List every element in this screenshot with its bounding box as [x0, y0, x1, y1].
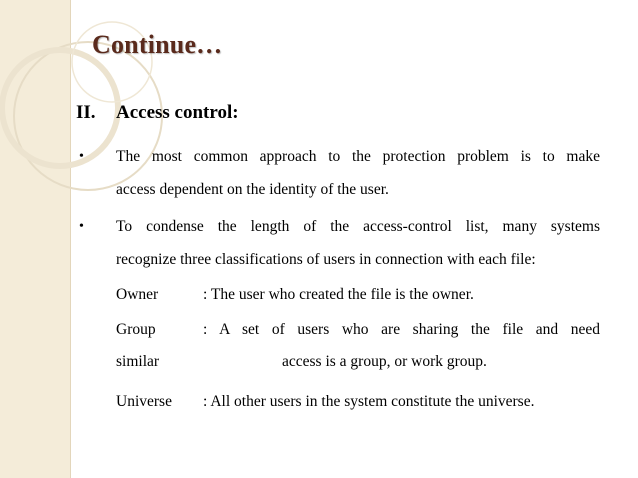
bullet-1-line-2: access dependent on the identity of the user.	[116, 181, 389, 198]
slide-title: Continue…	[92, 30, 223, 59]
bullet-1-text	[116, 140, 600, 206]
owner-label: Owner	[116, 286, 159, 303]
owner-description: : The user who created the file is the owner.	[203, 286, 474, 303]
left-decorative-band	[0, 0, 70, 478]
bullet-2-line-1: To condense the length of the access-control list, many systems	[116, 218, 600, 235]
group-description-line-1: : A set of users who are sharing the file and need	[203, 321, 600, 338]
bullet-1-marker: •	[79, 149, 84, 164]
bullet-2-marker: •	[79, 219, 84, 234]
group-description-line-2: access is a group, or work group.	[282, 353, 487, 370]
bullet-2-line-2: recognize three classifications of users in connection with each file:	[116, 251, 536, 268]
left-band-edge	[70, 0, 71, 478]
group-label-continued: similar	[116, 353, 160, 370]
universe-label: Universe	[116, 393, 172, 410]
section-heading: Access control:	[116, 102, 239, 123]
universe-description: : All other users in the system constitute the universe.	[203, 393, 535, 410]
bullet-2-text	[116, 210, 600, 276]
bullet-1-line-1: The most common approach to the protection problem is to make	[116, 148, 600, 165]
section-number: II.	[76, 102, 96, 123]
group-label: Group	[116, 321, 156, 338]
